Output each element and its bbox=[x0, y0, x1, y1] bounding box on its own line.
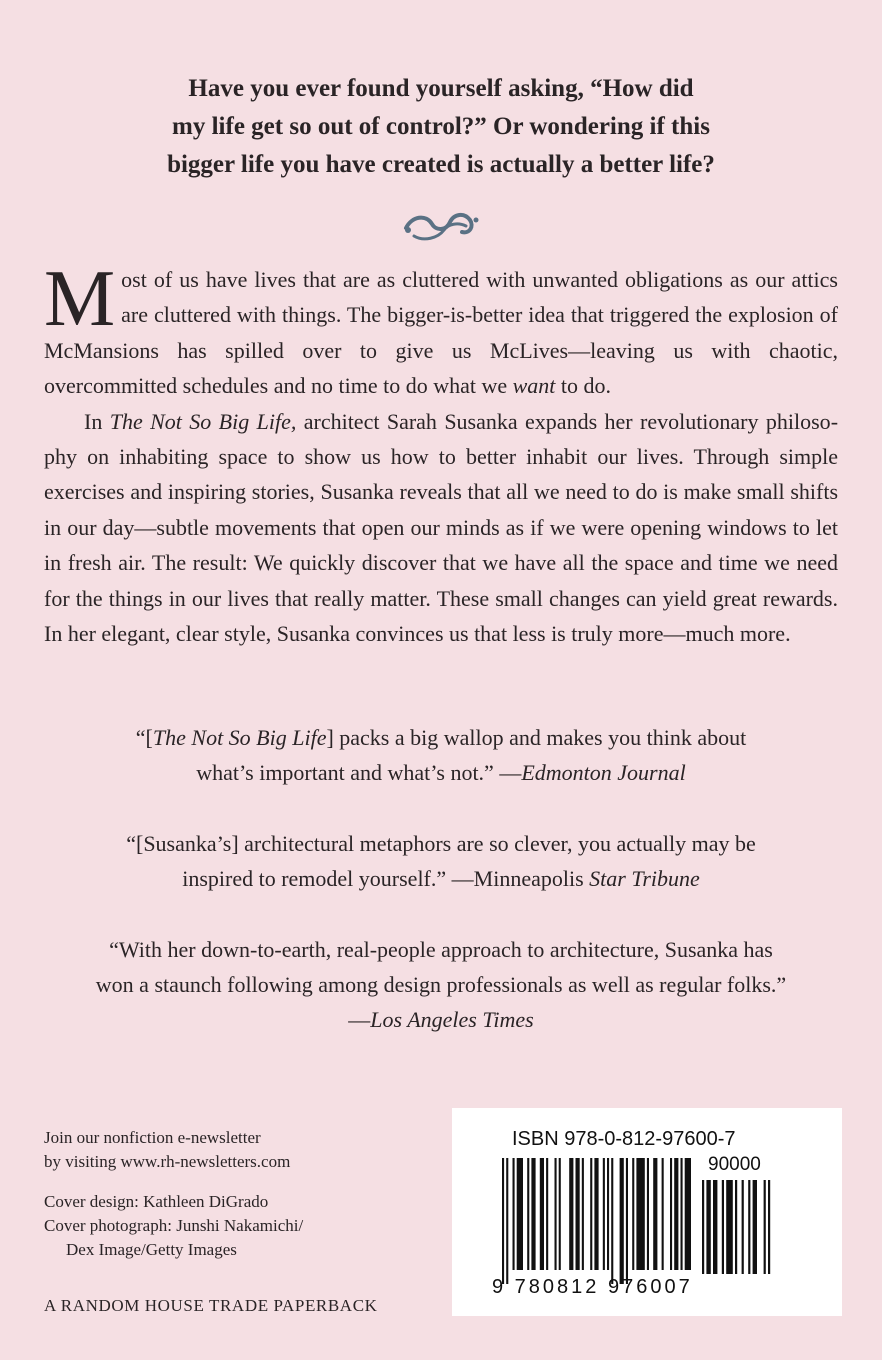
headline bbox=[100, 70, 782, 184]
barcode-bar bbox=[555, 1158, 557, 1270]
barcode-bar bbox=[674, 1158, 678, 1270]
description bbox=[44, 255, 839, 651]
quote-line: won a staunch following among design professionals as well as regular folks.” bbox=[95, 972, 787, 997]
para2-start: In bbox=[84, 408, 110, 434]
barcode-bar bbox=[611, 1158, 613, 1284]
quote-line bbox=[40, 1002, 842, 1037]
quote-source: Edmonton Journal bbox=[521, 760, 686, 785]
barcode-bar bbox=[540, 1158, 544, 1270]
barcode-bar bbox=[594, 1158, 598, 1270]
description-paragraph-1 bbox=[44, 255, 838, 404]
barcode-bar bbox=[513, 1158, 515, 1270]
newsletter-line: Join our nonfiction e-newsletter bbox=[44, 1128, 261, 1147]
barcode-bar bbox=[742, 1180, 744, 1274]
barcode-bar bbox=[662, 1158, 664, 1270]
imprint: A RANDOM HOUSE TRADE PAPERBACK bbox=[44, 1296, 378, 1315]
addon-barcode bbox=[702, 1180, 772, 1284]
addon-number: 90000 bbox=[708, 1154, 761, 1175]
barcode-bar bbox=[702, 1180, 704, 1274]
barcode-bar bbox=[632, 1158, 634, 1270]
barcode-bar bbox=[726, 1180, 733, 1274]
headline-line: Have you ever found yourself asking, “How did bbox=[188, 75, 694, 102]
para1-text: ost of us have lives that are as cluttered with unwanted obligations as our attics are cluttered with things. The bigger-is-better idea that triggered the explosion of McMansions has spilled over to give us McLives—leaving us with chaotic, overcommitted schedules and no time to do what we bbox=[44, 267, 838, 399]
barcode-bar bbox=[681, 1158, 683, 1270]
quote-line bbox=[40, 755, 842, 790]
barcode-bar bbox=[647, 1158, 649, 1270]
quote-book-title: The Not So Big Life bbox=[152, 725, 327, 750]
barcode-bar bbox=[636, 1158, 644, 1270]
barcode-bar bbox=[506, 1158, 508, 1284]
para1-italic: want bbox=[512, 373, 556, 399]
barcode-bar bbox=[576, 1158, 580, 1270]
barcode-bar bbox=[685, 1158, 691, 1270]
newsletter-line: by visiting www.rh-newsletters.com bbox=[44, 1152, 291, 1171]
barcode-bar bbox=[748, 1180, 750, 1274]
barcode-bar bbox=[753, 1180, 757, 1274]
barcode-bar bbox=[653, 1158, 657, 1270]
isbn-label: ISBN 978-0-812-97600-7 bbox=[512, 1128, 736, 1150]
barcode-bar bbox=[670, 1158, 672, 1270]
barcode-bar bbox=[527, 1158, 529, 1270]
barcode-bar bbox=[764, 1180, 766, 1274]
barcode-bar bbox=[607, 1158, 609, 1270]
cover-photo-credit: Cover photograph: Junshi Nakamichi/ bbox=[44, 1216, 304, 1235]
para1-end: to do. bbox=[555, 373, 612, 399]
headline-line: bigger life you have created is actually a better life? bbox=[167, 151, 715, 178]
quote-line bbox=[40, 861, 842, 896]
quote-open: “[ bbox=[135, 725, 153, 750]
quote-text: ] packs a big wallop and makes you think about bbox=[326, 725, 747, 750]
quote-line bbox=[40, 720, 842, 755]
barcode-bar bbox=[603, 1158, 605, 1270]
quote-text: what’s important and what’s not.” — bbox=[196, 760, 522, 785]
book-title: The Not So Big Life, bbox=[109, 408, 297, 434]
barcode-bar bbox=[626, 1158, 628, 1284]
barcode-bar bbox=[620, 1158, 624, 1284]
quote-source: Star Tribune bbox=[589, 866, 700, 891]
barcode-bar bbox=[768, 1180, 770, 1274]
credits bbox=[44, 1126, 444, 1262]
review-quote bbox=[40, 826, 842, 896]
barcode-bar bbox=[735, 1180, 737, 1274]
quote-source: Los Angeles Times bbox=[370, 1007, 534, 1032]
barcode-bar bbox=[706, 1180, 710, 1274]
barcode-bar bbox=[713, 1180, 717, 1274]
description-paragraph-2 bbox=[44, 404, 838, 652]
quote-line: “[Susanka’s] architectural metaphors are so clever, you actually may be bbox=[126, 831, 756, 856]
barcode-bar bbox=[569, 1158, 573, 1270]
barcode-bar bbox=[582, 1158, 584, 1270]
quote-text: inspired to remodel yourself.” —Minneapolis bbox=[182, 866, 590, 891]
quote-line: “With her down-to-earth, real-people approach to architecture, Susanka has bbox=[109, 937, 773, 962]
headline-line: my life get so out of control?” Or wondering if this bbox=[172, 113, 710, 140]
barcode-bar bbox=[546, 1158, 548, 1270]
ean-barcode bbox=[502, 1158, 692, 1284]
para2-text: architect Sarah Susanka expands her revolutionary philosophy on inhabiting space to show us how to better inhabit our lives. Through simple exercises and inspiring stories, Susanka reveals that all we need to do is make small shifts in our day—subtle movements that open our minds as if we were opening windows to let in fresh air. The result: We quickly discover that we have all the space and time we need for the things in our lives that really matter. These small changes can yield great rewards. In her elegant, clear style, Susanka convinces us that less is truly more—much more. bbox=[44, 408, 839, 647]
cover-photo-credit: Dex Image/Getty Images bbox=[66, 1240, 237, 1259]
flourish-ornament-icon bbox=[400, 206, 482, 242]
review-quote bbox=[40, 720, 842, 790]
cover-design-credit: Cover design: Kathleen DiGrado bbox=[44, 1192, 269, 1211]
barcode-bar bbox=[531, 1158, 535, 1270]
ean-digits: 9 780812 976007 bbox=[492, 1276, 693, 1298]
barcode-bar bbox=[502, 1158, 504, 1284]
barcode-bar bbox=[722, 1180, 724, 1274]
barcode-bar bbox=[559, 1158, 561, 1270]
quote-dash: — bbox=[348, 1007, 371, 1032]
barcode-bar bbox=[517, 1158, 523, 1270]
drop-cap: M bbox=[44, 255, 116, 343]
review-quote bbox=[40, 932, 842, 1037]
barcode-box bbox=[452, 1108, 842, 1316]
barcode-bar bbox=[590, 1158, 592, 1270]
